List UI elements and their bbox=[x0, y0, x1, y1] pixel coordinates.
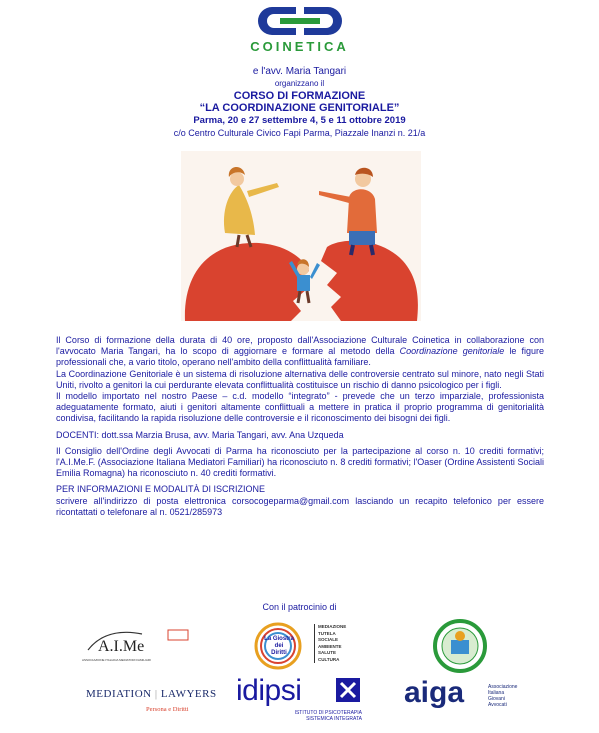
course-subtitle: “LA COORDINAZIONE GENITORIALE” bbox=[199, 102, 400, 114]
aime-logo bbox=[82, 628, 192, 668]
logo-wordmark: COINETICA bbox=[250, 39, 349, 54]
intro-text-b: le figure professionali che, a vario titolo, operano nell'ambito della conflittualità familiare. bbox=[56, 346, 544, 368]
lawyers-word: LAWYERS bbox=[160, 688, 217, 700]
paragraph-model: Il modello importato nel nostro Paese – c.d. modello “integrato” - prevede che un terzo imparziale, professionista adeguatamente formato, aiuti i genitori altamente conflittuali a mettere in pratica il proprio programma di genitorialità condivisa, facilitando la rapida risoluzione delle controversie e il riconoscimento dei bisogni dei figli. bbox=[56, 391, 544, 424]
giostra-words bbox=[314, 624, 346, 663]
idipsi-name: idipsi bbox=[236, 674, 302, 707]
info-text: scrivere all'indirizzo di posta elettronica corsocogeparma@gmail.com lasciando un recapito telefonico per essere ricontattati o telefonare al n. 0521/285973 bbox=[56, 495, 544, 517]
aiga-tagline-4: Avvocati bbox=[488, 702, 507, 708]
aiga-tagline-3: Giovani bbox=[488, 696, 505, 702]
giostra-name-3: Diritti bbox=[271, 650, 287, 656]
aiga-tagline-1: Associazione bbox=[488, 684, 518, 690]
aiga-name: aiga bbox=[404, 676, 465, 709]
course-title: CORSO DI FORMAZIONE bbox=[233, 90, 366, 102]
intro-text-a: Il Corso di formazione della durata di 40 ore, proposto dall'Associazione Culturale Coinetica in collaborazione con l'avvocato Maria Tangari, ha lo scopo di aggiornare e formare al metodo della bbox=[56, 335, 544, 357]
course-description bbox=[56, 335, 544, 518]
organizer-line: e l'avv. Maria Tangari bbox=[252, 66, 347, 77]
paragraph-intro bbox=[56, 335, 544, 369]
mediation-lawyers-logo bbox=[86, 688, 217, 722]
credits-paragraph: Il Consiglio dell'Ordine degli Avvocati di Parma ha riconosciuto per la partecipazione al corso n. 10 crediti formativi; l'A.I.Me.F. (Associazione Italiana Mediatori Familiari) ha riconosciuto n. 8 crediti formativi; l'Oaser (Ordine Assistenti Sociali Emilia Romagna) ha riconosciuto n. 40 crediti formativi. bbox=[56, 445, 544, 479]
aime-tagline: ASSOCIAZIONE ITALIANA MEDIATORI FAMILIARI bbox=[82, 658, 151, 662]
course-venue: c/o Centro Culturale Civico Fapi Parma, Piazzale Inanzi n. 21/a bbox=[173, 128, 426, 138]
broken-heart-illustration bbox=[181, 151, 421, 321]
idipsi-logo bbox=[236, 676, 366, 726]
coinetica-mark-icon bbox=[254, 4, 346, 38]
idipsi-tagline-2: SISTEMICA INTEGRATA bbox=[306, 716, 362, 722]
giostra-word: AMBIENTE bbox=[318, 643, 342, 649]
giostra-diritti-logo bbox=[248, 622, 368, 670]
course-dates: Parma, 20 e 27 settembre 4, 5 e 11 ottobre 2019 bbox=[193, 115, 406, 126]
regional-seal-logo bbox=[420, 618, 500, 674]
idipsi-tagline bbox=[282, 710, 362, 722]
mediation-word: MEDIATION bbox=[86, 688, 152, 700]
intro-emphasis: Coordinazione genitoriale bbox=[399, 346, 505, 357]
aiga-tagline bbox=[488, 684, 517, 708]
mediation-tagline: Persona e Diritti bbox=[146, 706, 189, 713]
giostra-name bbox=[257, 636, 301, 657]
aime-name: A.I.Me bbox=[98, 638, 145, 655]
seal-circle-icon bbox=[420, 618, 500, 674]
paragraph-definition: La Coordinazione Genitoriale è un sistema di risoluzione alternativa delle controversie centrato sul minore, nato negli Stati Uniti, rivolto a genitori la cui perdurante elevata conflittualità costituisce un rischio di danno psicologico per i figli. bbox=[56, 368, 544, 390]
idipsi-cross-icon bbox=[336, 678, 360, 702]
aiga-logo bbox=[404, 676, 524, 720]
coinetica-logo bbox=[0, 4, 599, 54]
giostra-word: MEDIAZIONE bbox=[318, 624, 347, 629]
giostra-word: TUTELA bbox=[318, 630, 336, 636]
teachers-line: DOCENTI: dott.ssa Marzia Brusa, avv. Maria Tangari, avv. Ana Uzqueda bbox=[56, 429, 344, 440]
aiga-tagline-2: Italiana bbox=[488, 690, 505, 696]
giostra-word: SOCIALE bbox=[318, 637, 339, 642]
mediation-name: MEDIATION | LAWYERS bbox=[86, 688, 217, 700]
patronage-label: Con il patrocinio di bbox=[262, 602, 337, 612]
giostra-word: CULTURA bbox=[318, 656, 340, 662]
info-title: PER INFORMAZIONI E MODALITÀ DI ISCRIZIONE bbox=[56, 484, 266, 495]
giostra-word: SALUTE bbox=[318, 650, 336, 655]
giostra-name-2: dei bbox=[274, 643, 284, 649]
giostra-name-1: La Giostra bbox=[264, 636, 294, 642]
course-header bbox=[0, 66, 599, 139]
organize-line: organizzano il bbox=[274, 79, 325, 88]
idipsi-tagline-1: ISTITUTO DI PSICOTERAPIA bbox=[294, 710, 362, 716]
